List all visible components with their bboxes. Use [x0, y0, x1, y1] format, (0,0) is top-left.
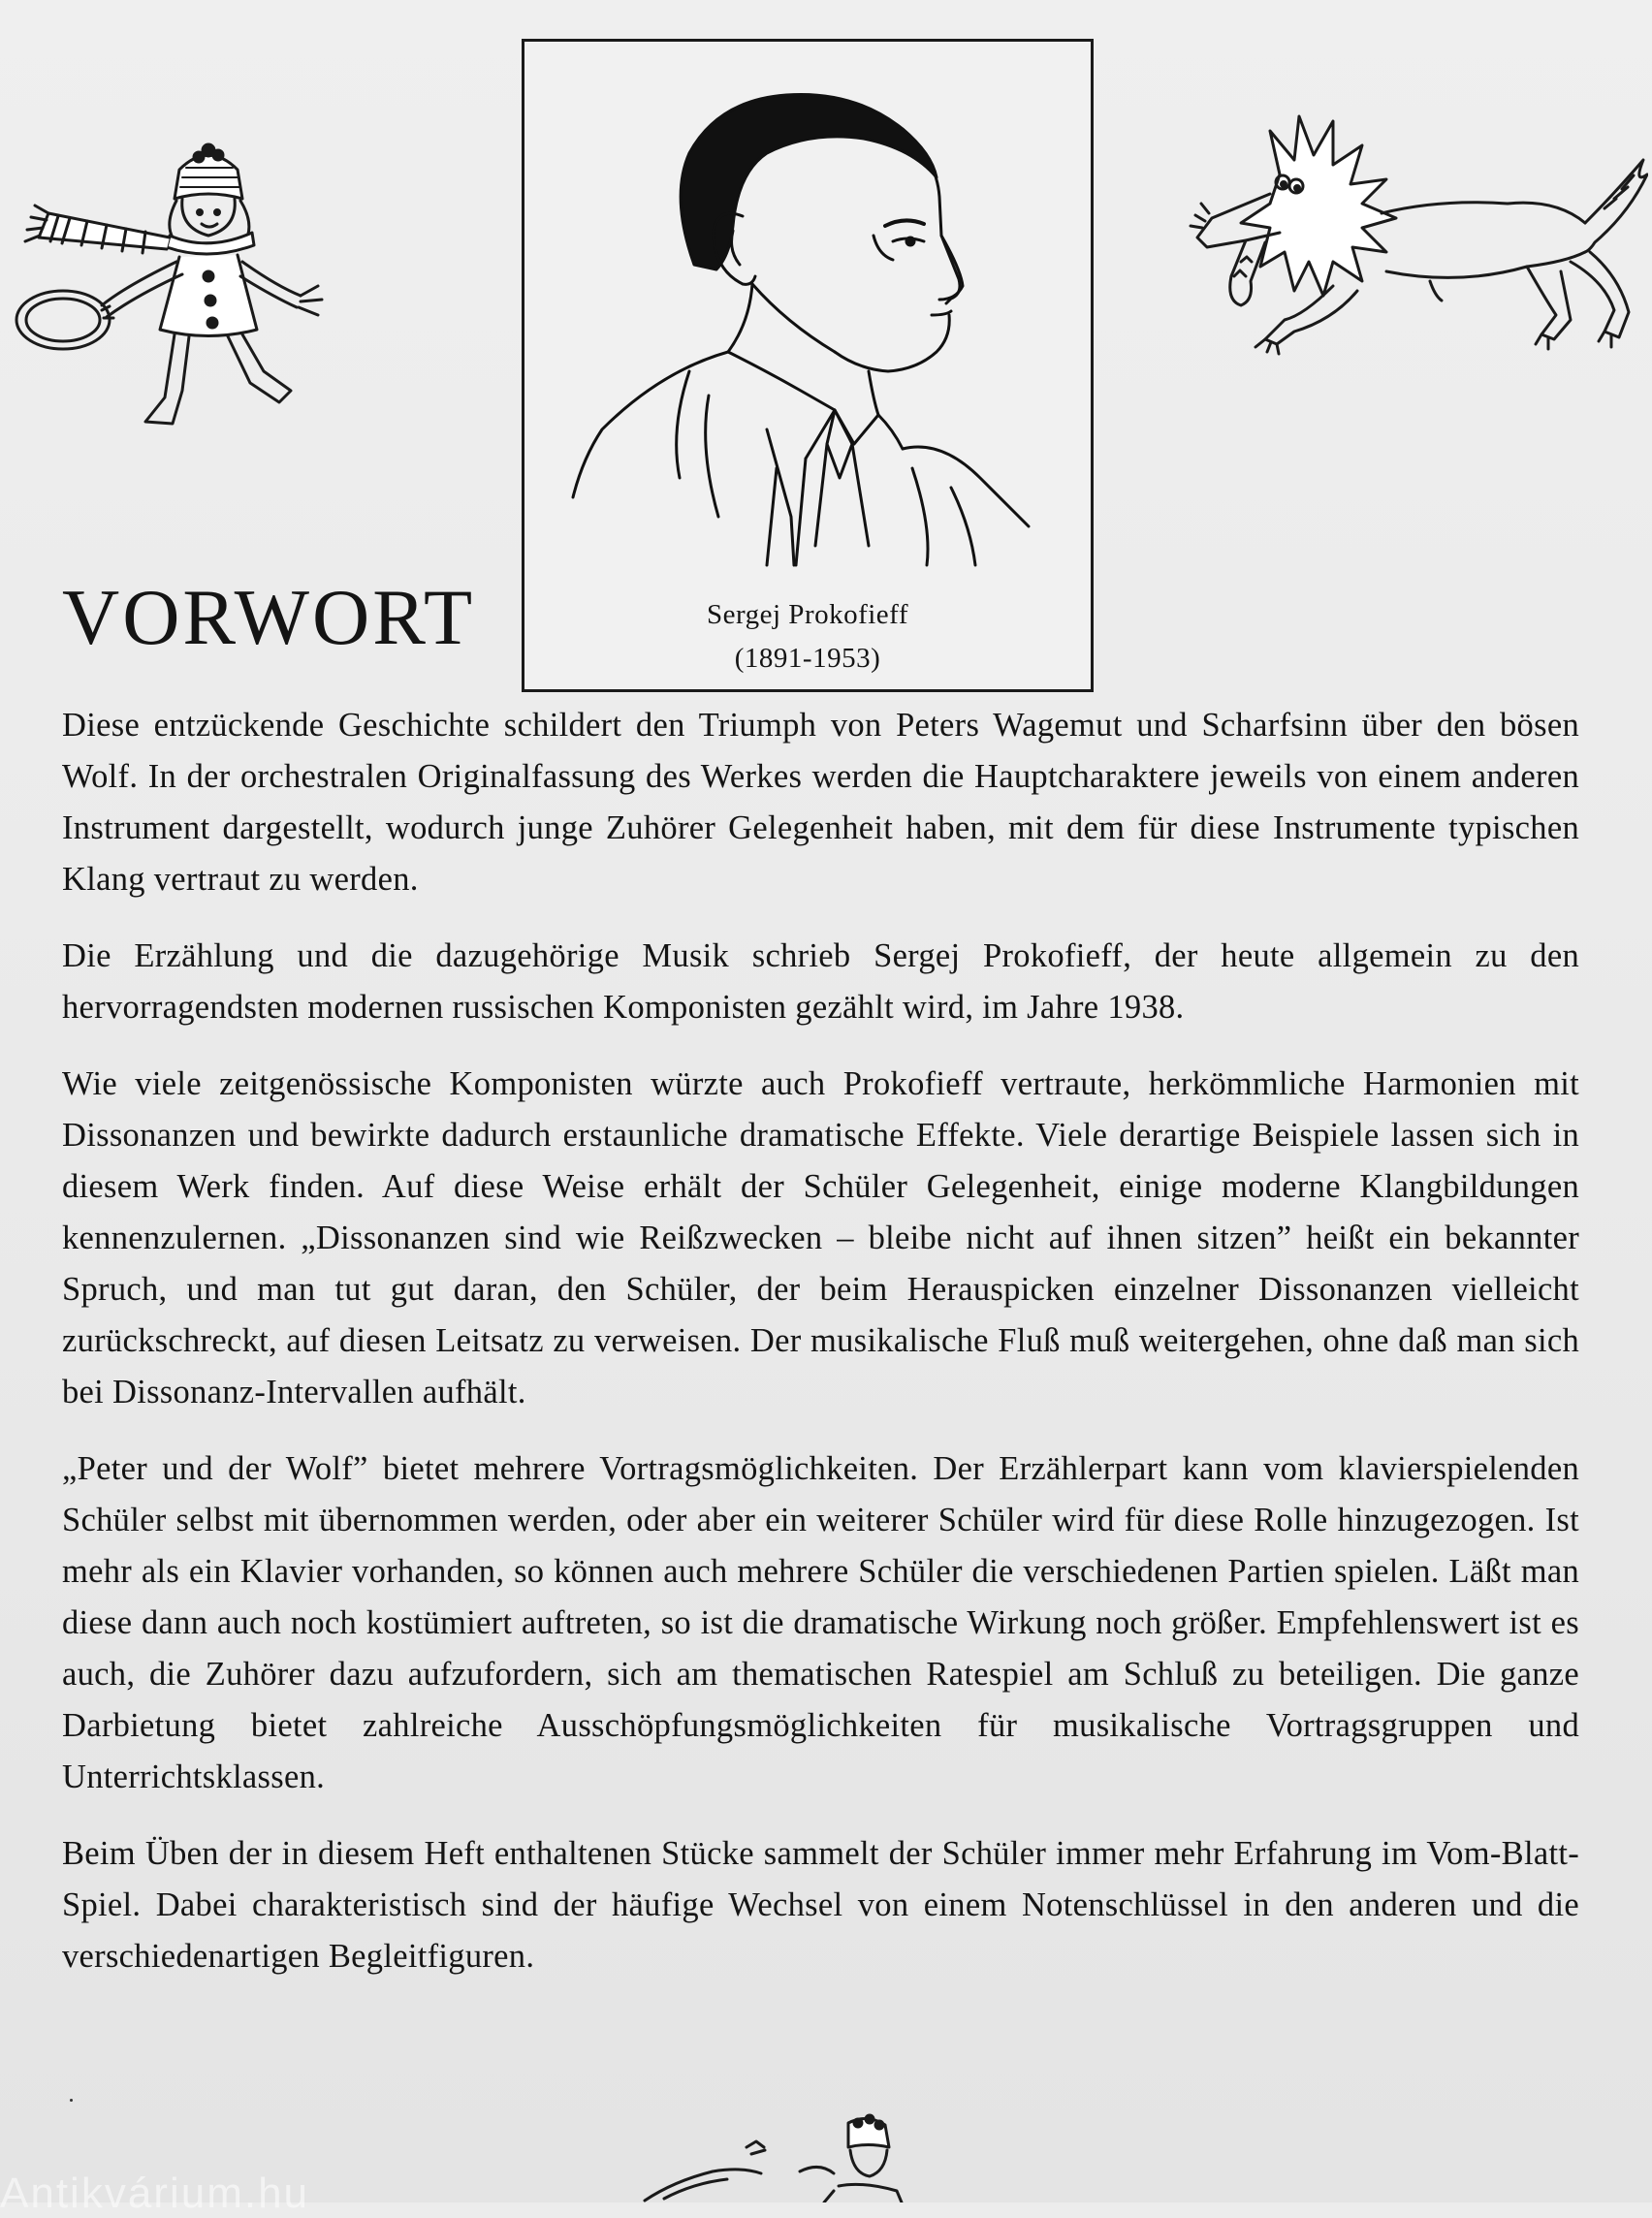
stray-dot — [70, 2099, 73, 2102]
prokofieff-portrait-drawing — [544, 61, 1072, 604]
children-illustration-fragment — [635, 2113, 926, 2202]
paragraph-1: Diese entzückende Geschichte schildert den Triumph von Peters Wagemut und Scharfsinn über den bösen Wolf. In der orchestralen Originalfassung des Werkes werden die Hauptcharaktere jeweils von einem anderen Instrument dargestellt, wodurch junge Zuhörer Gelegenheit haben, mit dem für diese Instrumente typischen Klang vertraut zu werden. — [62, 707, 1579, 898]
preface-body — [62, 700, 1579, 2008]
paragraph-4: „Peter und der Wolf” bietet mehrere Vortragsmöglichkeiten. Der Erzählerpart kann vom klavierspielenden Schüler selbst mit übernommen werden, oder aber ein weiterer Schüler wird für diese Rolle hinzugezogen. Ist mehr als ein Klavier vorhanden, so können auch mehrere Schüler die verschiedenen Partien spielen. Läßt man diese dann auch noch kostümiert auftreten, so ist die dramatische Wirkung noch größer. Empfehlenswert ist es auch, die Zuhörer dazu aufzufordern, sich am thematischen Ratespiel am Schluß zu beteiligen. Die ganze Darbietung bietet zahlreiche Ausschöpfungsmöglichkeiten für musikalische Vortragsgruppen und Unterrichtsklassen. — [62, 1450, 1579, 1795]
portrait-caption-name: Sergej Prokofieff — [707, 599, 908, 630]
page-heading: VORWORT — [62, 573, 476, 661]
portrait-caption-years: (1891-1953) — [734, 643, 881, 674]
portrait-frame — [522, 39, 1094, 692]
watermark: Antikvárium.hu — [0, 2170, 310, 2217]
wolf-illustration — [1188, 107, 1648, 368]
paragraph-5: Beim Üben der in diesem Heft enthaltenen Stücke sammelt der Schüler immer mehr Erfahrung im Vom-Blatt-Spiel. Dabei charakteristisch sind der häufige Wechsel von einem Notenschlüssel in den anderen und die verschiedenartigen Begleitfiguren. — [62, 1835, 1579, 1975]
girl-with-scarf-illustration — [10, 131, 344, 441]
paragraph-2: Die Erzählung und die dazugehörige Musik schrieb Sergej Prokofieff, der heute allgemein zu den hervorragendsten modernen russischen Komponisten gezählt wird, im Jahre 1938. — [62, 937, 1579, 1026]
paragraph-3: Wie viele zeitgenössische Komponisten würzte auch Prokofieff vertraute, herkömmliche Harmonien mit Dissonanzen und bewirkte dadurch erstaunliche dramatische Effekte. Viele derartige Beispiele lassen sich in diesem Werk finden. Auf diese Weise erhält der Schüler Gelegenheit, einige moderne Klangbildungen kennenzulernen. „Dissonanzen sind wie Reißzwecken – bleibe nicht auf ihnen sitzen” heißt ein bekannter Spruch, und man tut gut daran, den Schüler, der beim Herauspicken einzelner Dissonanzen vielleicht zurückschreckt, auf diesen Leitsatz zu verweisen. Der musikalische Fluß muß weitergehen, ohne daß man sich bei Dissonanz-Intervallen aufhält. — [62, 1065, 1579, 1410]
